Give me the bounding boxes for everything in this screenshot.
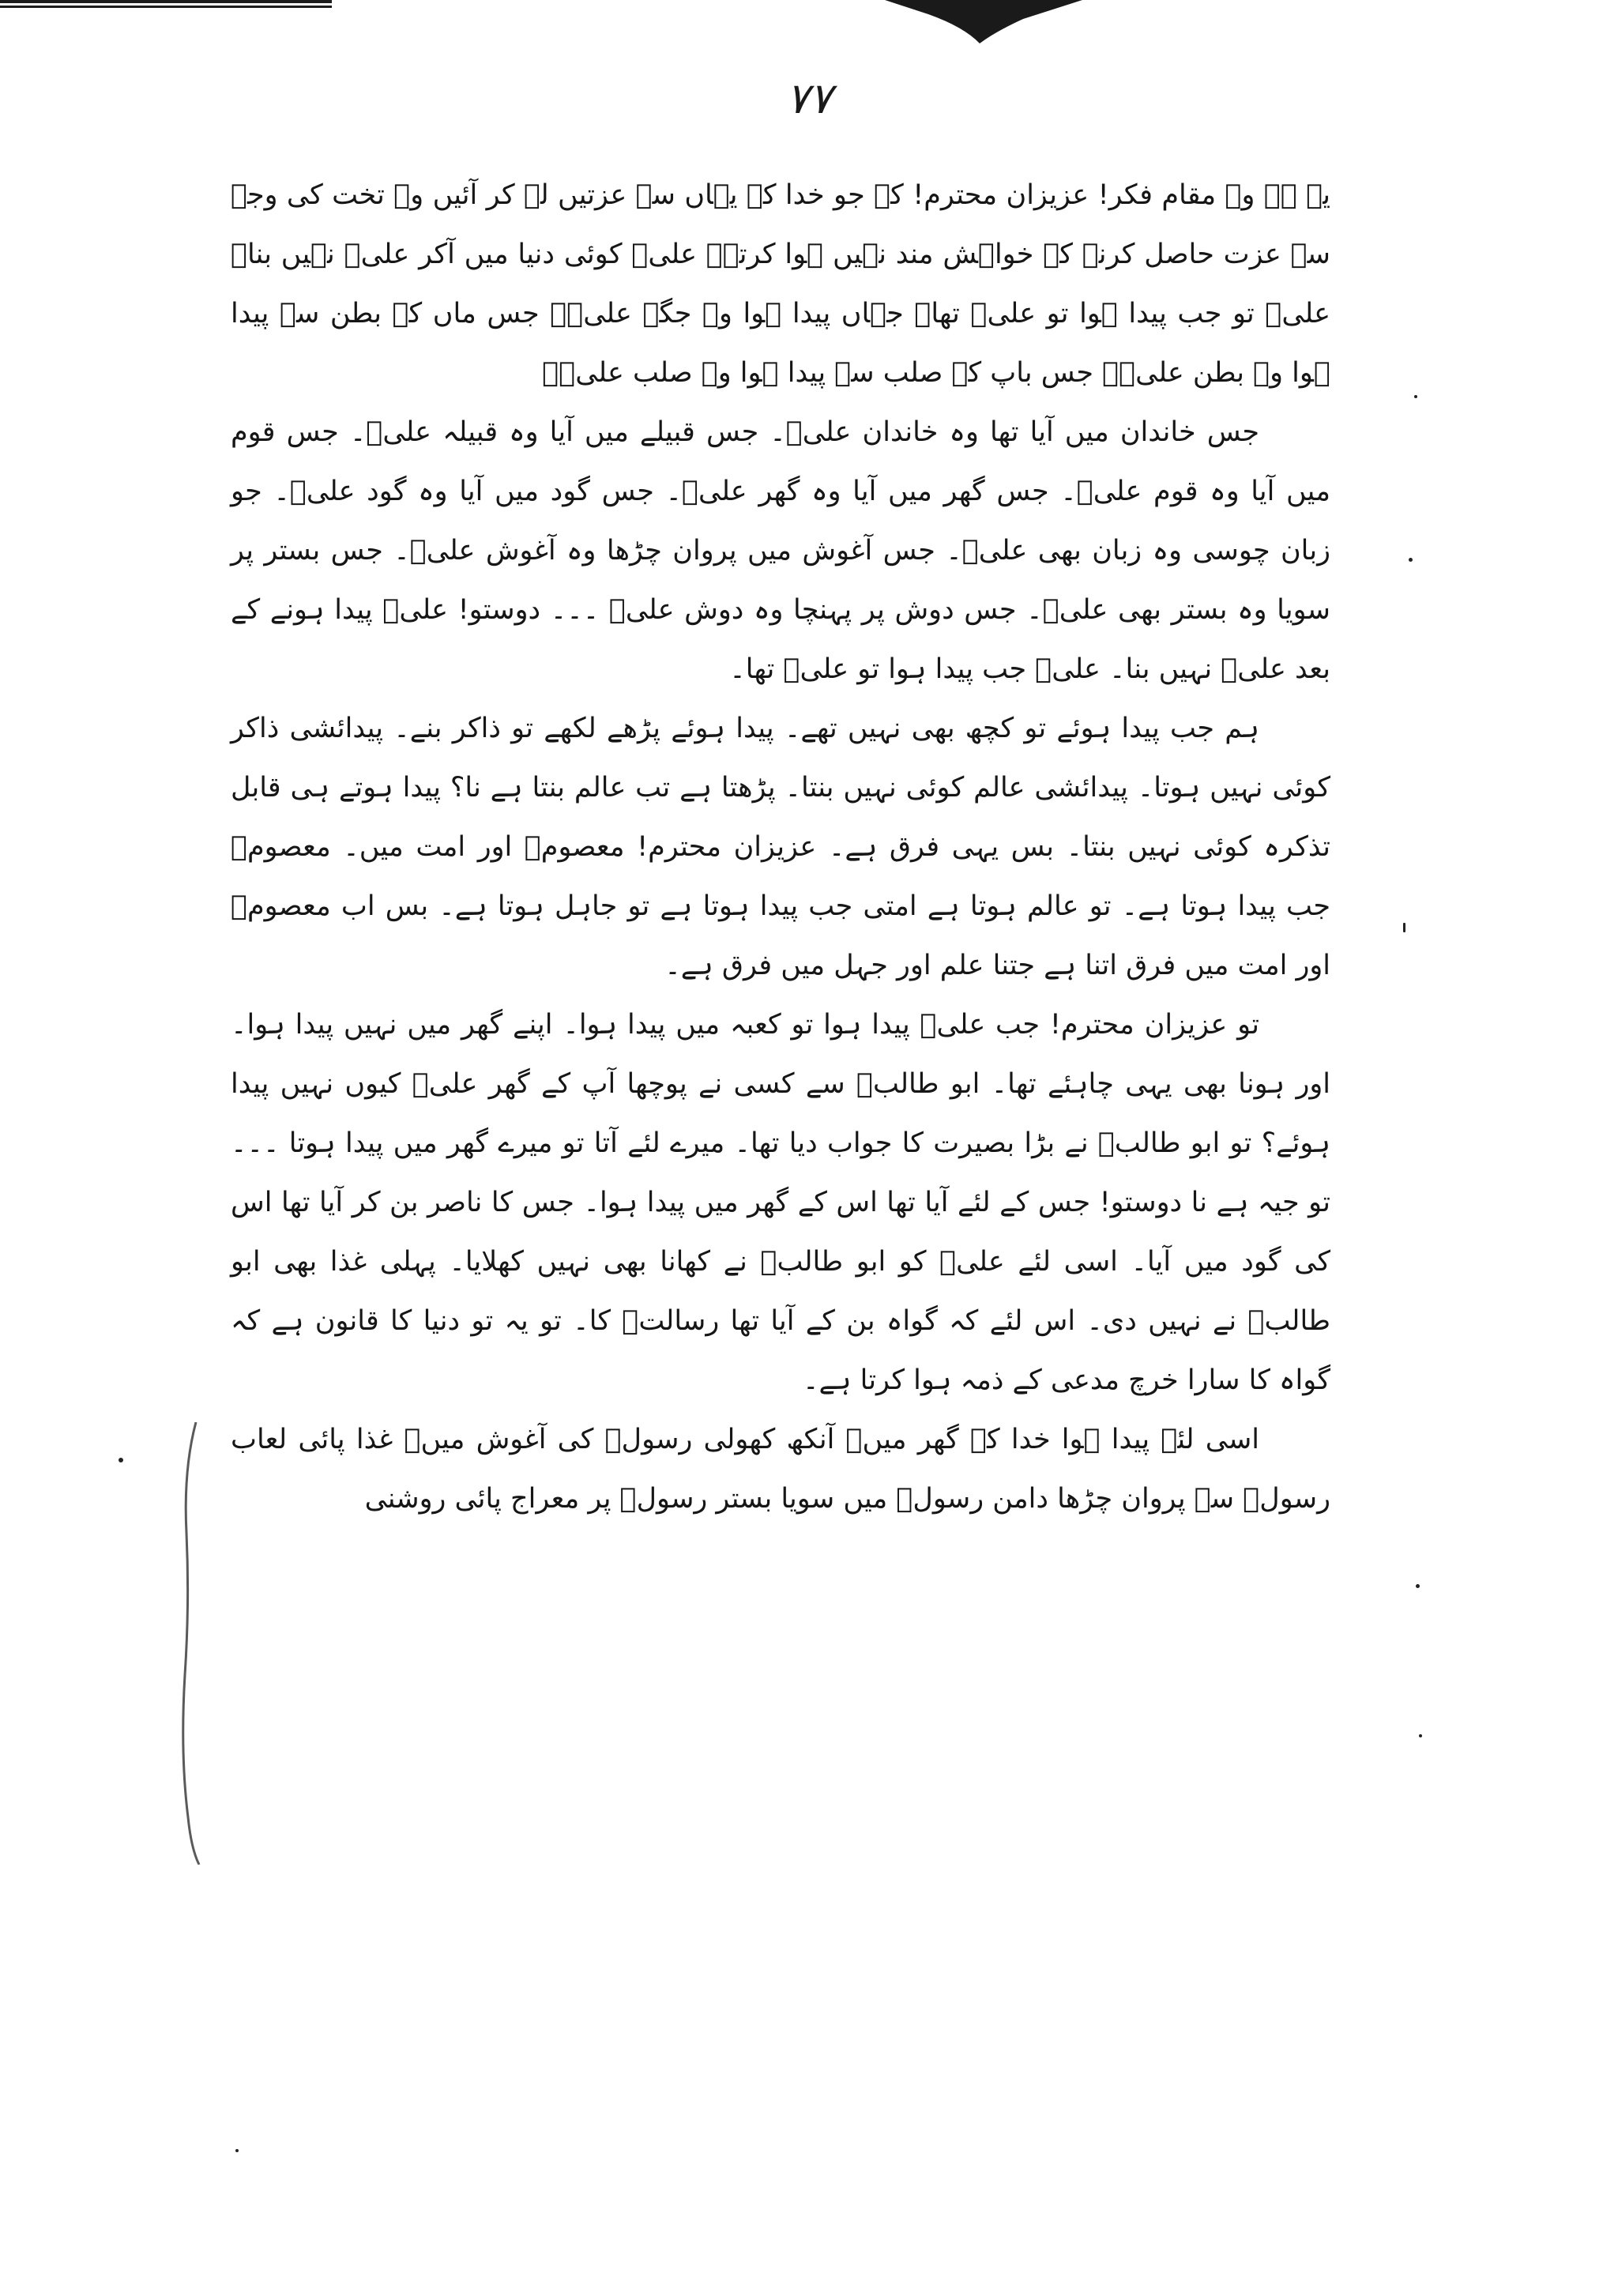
- body-text: [231, 166, 1330, 1529]
- paragraph-3: ہم جب پیدا ہوئے تو کچھ بھی نہیں تھے۔ پیدا ہوئے پڑھے لکھے تو ذاکر بنے۔ پیدائشی ذاکر کوئی نہیں ہوتا۔ پیدائشی عالم کوئی نہیں بنتا۔ پڑھتا ہے تب عالم بنتا ہے نا؟ پیدا ہوتے ہی قابل تذکرہ کوئی نہیں بنتا۔ بس یہی فرق ہے۔ عزیزان محترم! معصومؑ اور امت میں۔ معصومؑ جب پیدا ہوتا ہے۔ تو عالم ہوتا ہے امتی جب پیدا ہوتا ہے تو جاہل ہوتا ہے۔ بس اب معصومؑ اور امت میں فرق اتنا ہے جتنا علم اور جہل میں فرق ہے۔: [231, 713, 1330, 981]
- paragraph-1: یہ ہے وہ مقام فکر! عزیزان محترم! کہ جو خدا کے یہاں سے عزتیں لے کر آئیں وہ تخت کی وجہ سے عزت حاصل کرنے کے خواہش مند نہیں ہوا کرتے۔ علیؑ کوئی دنیا میں آکر علیؑ نہیں بنا۔ علیؑ تو جب پیدا ہوا تو علیؑ تھا۔ جہاں پیدا ہوا وہ جگہ علیؑ۔ جس ماں کے بطن سے پیدا ہوا وہ بطن علیؑ۔ جس باپ کے صلب سے پیدا ہوا وہ صلب علیؑ۔: [231, 179, 1330, 389]
- scan-speck: [1403, 923, 1405, 932]
- scan-speck: [1409, 558, 1413, 562]
- paragraph-5: اسی لئے پیدا ہوا خدا کے گھر میں۔ آنکھ کھولی رسولؐ کی آغوش میں۔ غذا پائی لعاب رسولؐ سے پروان چڑھا دامن رسولؐ میں سویا بستر رسولؐ پر معراج پائی روشنی: [231, 1424, 1330, 1515]
- scan-speck: [1416, 1584, 1420, 1588]
- scan-speck: [119, 1458, 123, 1462]
- top-border-rule: [0, 0, 332, 8]
- margin-pen-bracket: [172, 1422, 204, 1865]
- page-number: ۷۷: [785, 73, 832, 123]
- scan-speck: [1414, 395, 1417, 398]
- top-ink-mark: [885, 0, 1082, 43]
- scan-speck: [235, 2149, 239, 2152]
- paragraph-4: تو عزیزان محترم! جب علیؑ پیدا ہوا تو کعبہ میں پیدا ہوا۔ اپنے گھر میں نہیں پیدا ہوا۔ اور ہونا بھی یہی چاہئے تھا۔ ابو طالبؑ سے کسی نے پوچھا آپ کے گھر علیؑ کیوں نہیں پیدا ہوئے؟ تو ابو طالبؑ نے بڑا بصیرت کا جواب دیا تھا۔ میرے لئے آتا تو میرے گھر میں پیدا ہوتا ۔۔۔ تو جیہ ہے نا دوستو! جس کے لئے آیا تھا اس کے گھر میں پیدا ہوا۔ جس کا ناصر بن کر آیا تھا اس کی گود میں آیا۔ اسی لئے علیؑ کو ابو طالبؑ نے کھانا بھی نہیں کھلایا۔ پہلی غذا بھی ابو طالبؑ نے نہیں دی۔ اس لئے کہ گواہ بن کے آیا تھا رسالتؐ کا۔ تو یہ تو دنیا کا قانون ہے کہ گواہ کا سارا خرچ مدعی کے ذمہ ہوا کرتا ہے۔: [231, 1009, 1330, 1396]
- paragraph-2: جس خاندان میں آیا تھا وہ خاندان علیؑ۔ جس قبیلے میں آیا وہ قبیلہ علیؑ۔ جس قوم میں آیا وہ قوم علیؑ۔ جس گھر میں آیا وہ گھر علیؑ۔ جس گود میں آیا وہ گود علیؑ۔ جو زبان چوسی وہ زبان بھی علیؑ۔ جس آغوش میں پروان چڑھا وہ آغوش علیؑ۔ جس بستر پر سویا وہ بستر بھی علیؑ۔ جس دوش پر پہنچا وہ دوش علیؑ ۔۔۔ دوستو! علیؑ پیدا ہونے کے بعد علیؑ نہیں بنا۔ علیؑ جب پیدا ہوا تو علیؑ تھا۔: [231, 416, 1330, 685]
- scan-speck: [1419, 1734, 1422, 1737]
